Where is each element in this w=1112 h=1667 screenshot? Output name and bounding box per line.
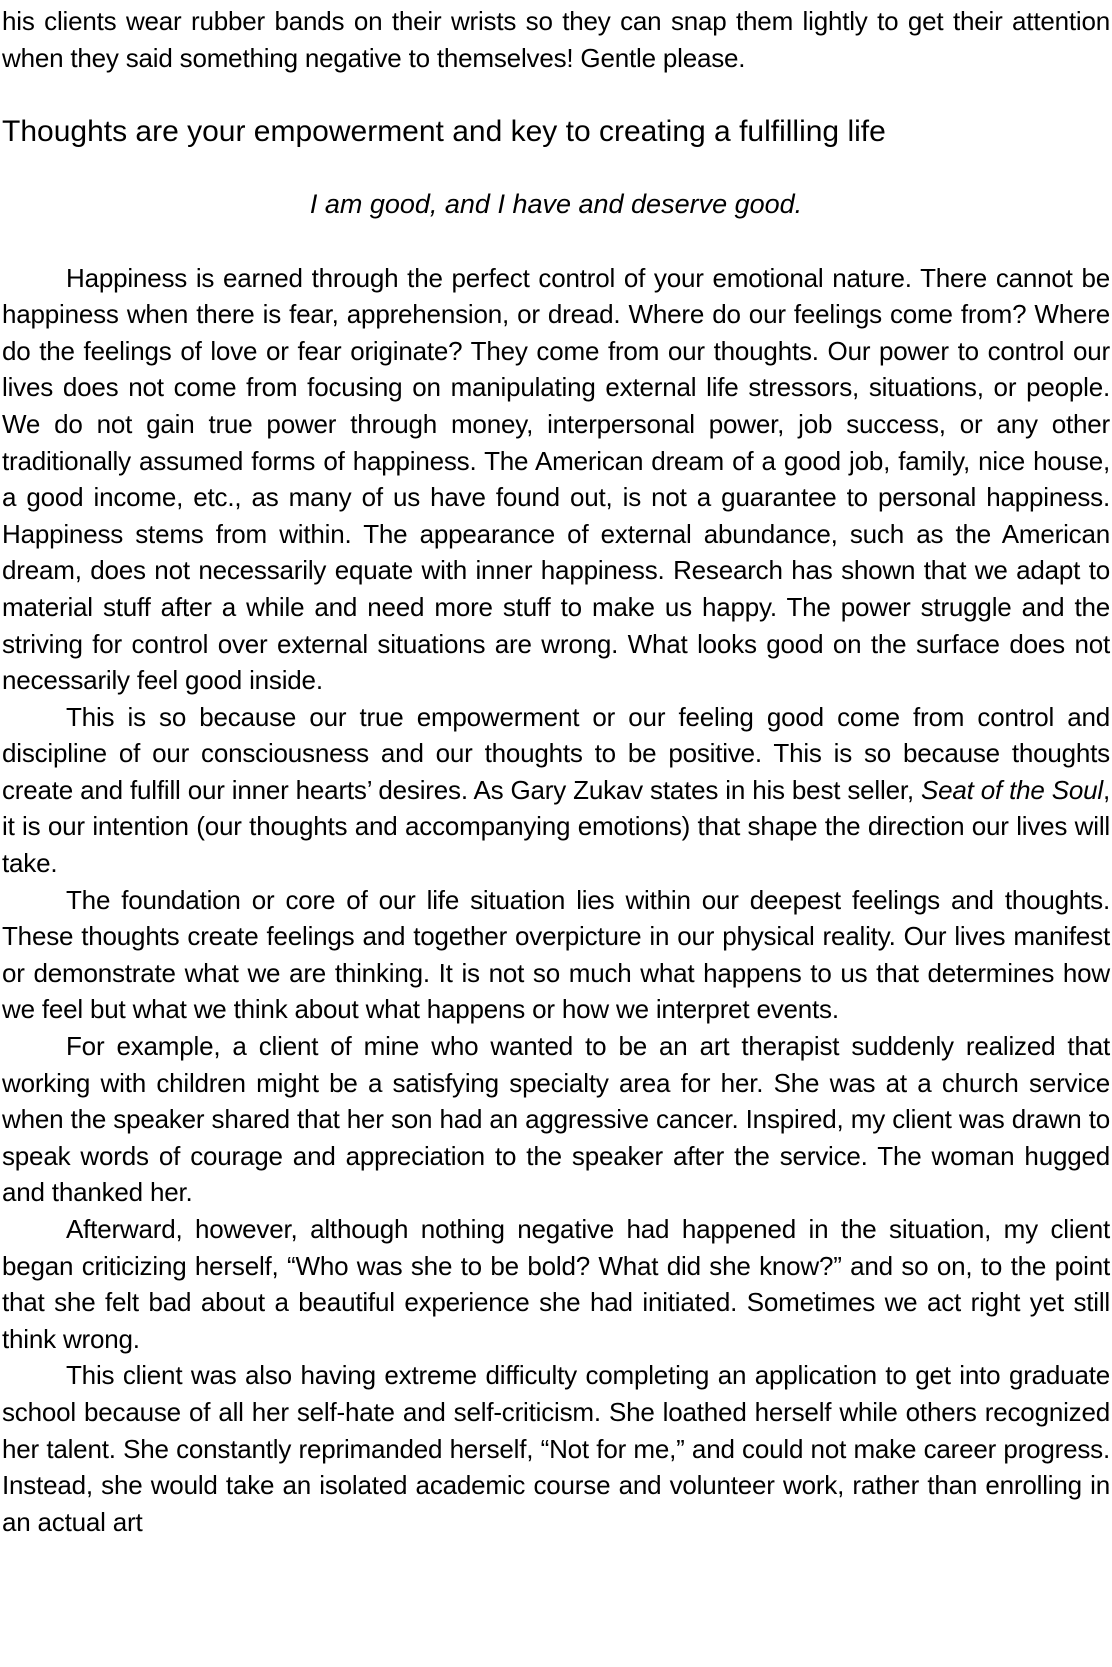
body-paragraph-application: This client was also having extreme difficulty completing an application to get into graduate school because of all her self-hate and self-criticism. She loathed herself while others recognized her talent. She constantly reprimanded herself, “Not for me,” and could not make career progress. Instead, she would take an isolated academic course and volunteer work, rather than enrolling in an actual art: [2, 1360, 1110, 1537]
continuation-paragraph: his clients wear rubber bands on their wrists so they can snap them lightly to get their attention when they said something negative to themselves! Gentle please.: [2, 6, 1110, 73]
book-title: Seat of the Soul: [920, 774, 1103, 805]
body-paragraph-foundation: The foundation or core of our life situation lies within our deepest feelings and thoughts. These thoughts create feelings and together overpicture in our physical reality. Our lives manifest or demonstrate what we are thinking. It is not so much what happens to us that determines how we feel but what we think about what happens or how we interpret events.: [2, 884, 1110, 1025]
body-paragraph-empowerment: [2, 699, 1110, 882]
body-paragraph-happiness: Happiness is earned through the perfect control of your emotional nature. There cannot be happiness when there is fear, apprehension, or dread. Where do our feelings come from? Where do the feelings of love or fear originate? They come from our thoughts. Our power to control our lives does not come from focusing on manipulating external life stressors, situations, or people. We do not gain true power through money, interpersonal power, job success, or any other traditionally assumed forms of happiness. The American dream of a good job, family, nice house, a good income, etc., as many of us have found out, is not a guarantee to personal happiness. Happiness stems from within. The appearance of external abundance, such as the American dream, does not necessarily equate with inner happiness. Research has shown that we adapt to material stuff after a while and need more stuff to make us happy. The power struggle and the striving for control over external situations are wrong. What looks good on the surface does not necessarily feel good inside.: [2, 262, 1110, 696]
paragraph-text-pre: This is so because our true empowerment or our feeling good come from control and discipline of our consciousness and our thoughts to be positive. This is so because thoughts create and fulfill our inner hearts’ desires. As Gary Zukav states in his best seller,: [2, 701, 1110, 805]
body-paragraph-afterward: Afterward, however, although nothing negative had happened in the situation, my client began criticizing herself, “Who was she to be bold? What did she know?” and so on, to the point that she felt bad about a beautiful experience she had initiated. Sometimes we act right yet still think wrong.: [2, 1214, 1110, 1354]
affirmation-quote: I am good, and I have and deserve good.: [309, 189, 803, 220]
section-heading: Thoughts are your empowerment and key to creating a fulfilling life: [2, 114, 886, 148]
paragraph-text-post: , it is our intention (our thoughts and accompanying emotions) that shape the direction our lives will take.: [2, 774, 1110, 879]
body-paragraph-example: For example, a client of mine who wanted to be an art therapist suddenly realized that working with children might be a satisfying specialty area for her. She was at a church service when the speaker shared that her son had an aggressive cancer. Inspired, my client was drawn to speak words of courage and appreciation to the speaker after the service. The woman hugged and thanked her.: [2, 1031, 1110, 1208]
